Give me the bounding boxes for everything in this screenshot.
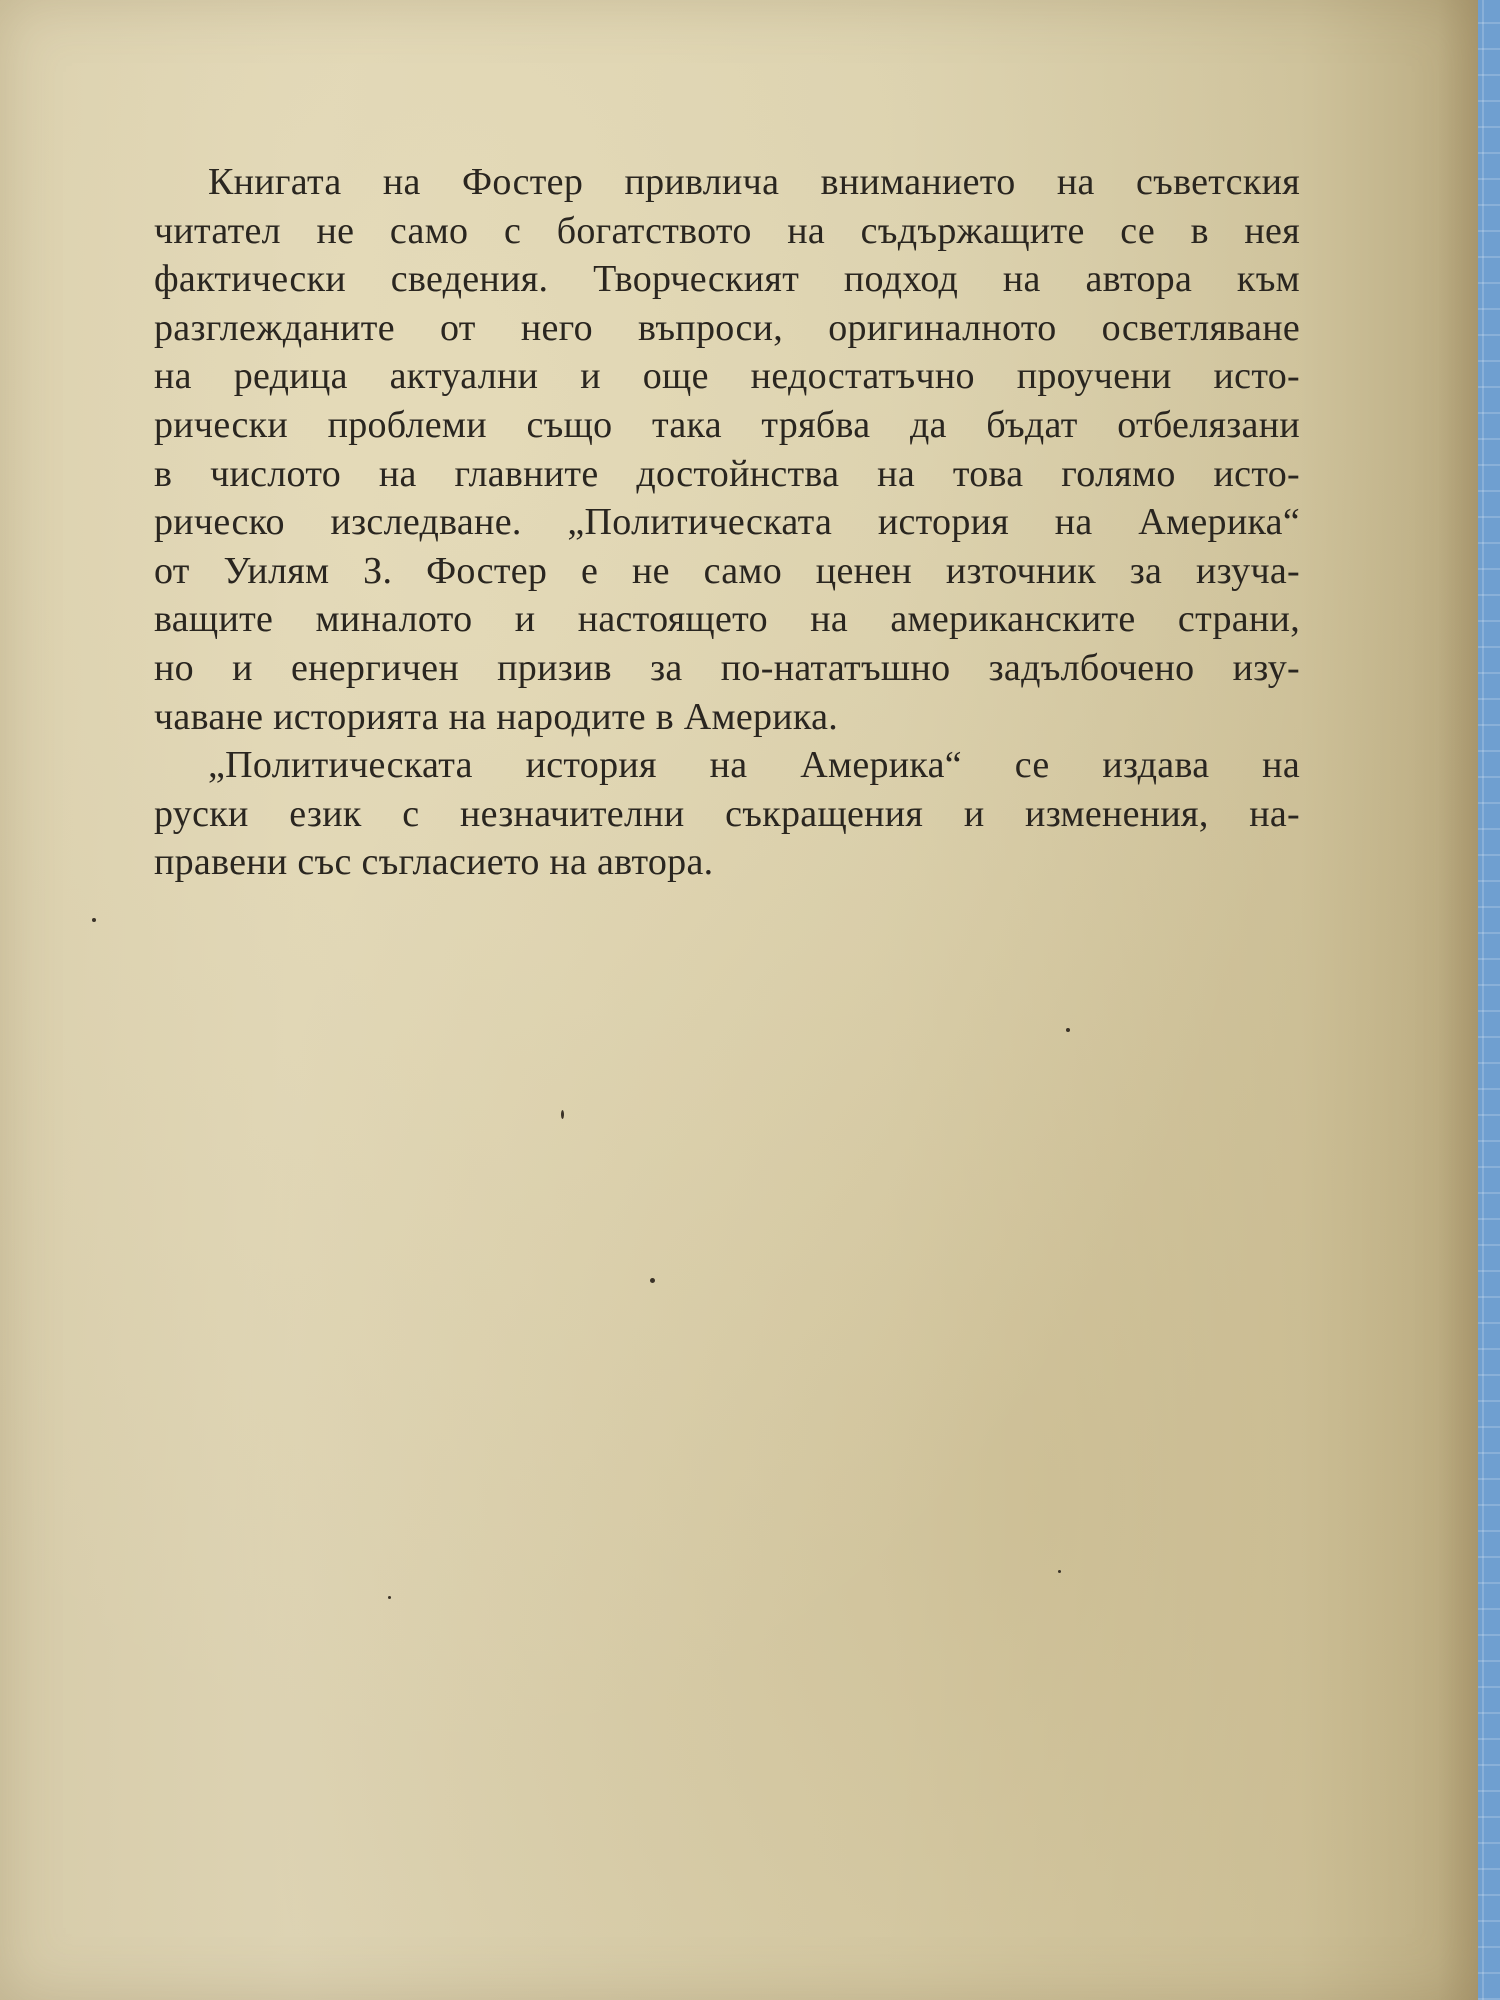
paragraph-2 <box>100 741 1300 887</box>
text-line: рически проблеми също така трябва да бъдат отбелязани <box>154 403 1300 446</box>
text-line: ващите миналото и настоящето на американските страни, <box>154 598 1300 641</box>
text-line: читател не само с богатството на съдържащите се в нея <box>154 209 1300 252</box>
text-line: но и енергичен призив за по-нататъшно задълбочено изу- <box>154 646 1300 689</box>
text-line: правени със съгласието на автора. <box>154 841 714 884</box>
body-text <box>100 158 1300 887</box>
paper-speck <box>92 918 96 922</box>
paragraph-1 <box>100 158 1300 741</box>
paper-speck <box>650 1278 655 1283</box>
text-line: фактически сведения. Творческият подход на автора към <box>154 258 1300 301</box>
text-line: в числото на главните достойнства на това голямо исто- <box>154 452 1300 495</box>
text-line: Книгата на Фостер привлича вниманието на съветския <box>208 161 1300 203</box>
paper-speck <box>1058 1570 1061 1573</box>
paper-speck <box>388 1596 391 1599</box>
text-line: на редица актуални и още недостатъчно проучени исто- <box>154 355 1300 398</box>
paper-speck <box>1066 1028 1070 1032</box>
text-line: рическо изследване. „Политическата история на Америка“ <box>154 501 1300 544</box>
paper-speck <box>561 1110 564 1119</box>
text-line: руски език с незначителни съкращения и изменения, на- <box>154 792 1300 835</box>
text-line: разглежданите от него въпроси, оригиналното осветляване <box>154 306 1300 349</box>
page-edge-shadow <box>1438 0 1478 2000</box>
text-line: чаване историята на народите в Америка. <box>154 695 839 738</box>
text-line: „Политическата история на Америка“ се издава на <box>208 744 1300 787</box>
text-line: от Уилям З. Фостер е не само ценен източник за изуча- <box>154 549 1300 592</box>
